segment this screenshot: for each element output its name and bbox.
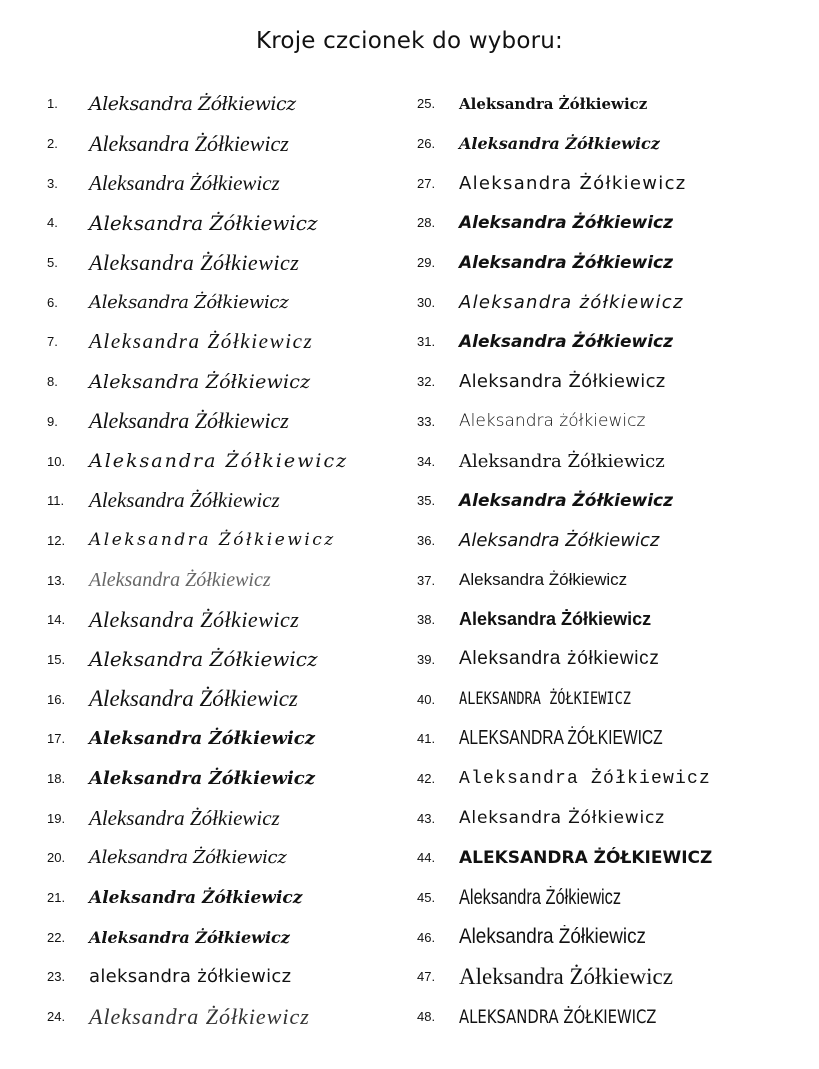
font-number: 47. — [417, 969, 436, 985]
font-sample: Aleksandra żółkiewicz — [459, 648, 660, 670]
font-sample: Aleksandra Żółkiewicz — [89, 1003, 310, 1029]
font-sample: Aleksandra Żółkiewicz — [89, 249, 300, 275]
font-number: 11. — [47, 493, 65, 509]
font-sample: ALEKSANDRA ŻÓŁKIEWICZ — [459, 727, 663, 750]
font-number: 34. — [417, 453, 436, 469]
font-number: 20. — [47, 850, 66, 866]
font-number: 24. — [47, 1009, 66, 1025]
font-number: 13. — [47, 572, 66, 588]
font-option[interactable] — [47, 600, 417, 640]
font-number: 5. — [47, 255, 58, 271]
font-sample: Aleksandra Żółkiewicz — [89, 647, 318, 672]
font-option[interactable] — [417, 719, 817, 759]
font-option[interactable] — [417, 362, 817, 402]
font-list-right — [417, 84, 817, 1037]
font-sample: ALEKSANDRA ŻÓŁKIEWICZ — [459, 689, 631, 710]
font-option[interactable] — [47, 203, 417, 243]
font-number: 35. — [417, 493, 436, 509]
font-sample: Aleksandra Żółkiewicz — [89, 450, 349, 473]
font-number: 25. — [417, 96, 436, 112]
font-sample: ALEKSANDRA ŻÓŁKIEWICZ — [459, 847, 713, 868]
font-option[interactable] — [417, 282, 817, 322]
font-number: 17. — [47, 731, 66, 747]
font-option[interactable] — [47, 163, 417, 203]
font-sample: Aleksandra Żółkiewicz — [459, 212, 674, 233]
font-sample: Aleksandra Żółkiewicz — [459, 808, 665, 829]
font-option[interactable] — [47, 917, 417, 957]
font-sample: Aleksandra Żółkiewicz — [459, 529, 660, 551]
font-option[interactable] — [417, 878, 817, 918]
font-number: 26. — [417, 136, 436, 152]
font-number: 29. — [417, 255, 436, 271]
font-option[interactable] — [417, 243, 817, 283]
font-option[interactable] — [47, 640, 417, 680]
font-option[interactable] — [47, 957, 417, 997]
font-number: 38. — [417, 612, 436, 628]
font-option[interactable] — [47, 798, 417, 838]
font-sample: Aleksandra Żółkiewicz — [459, 371, 666, 393]
font-sample: Aleksandra Żółkiewicz — [89, 847, 287, 869]
font-number: 7. — [47, 334, 58, 350]
font-number: 4. — [47, 215, 58, 231]
font-sample: Aleksandra Żółkiewicz — [89, 768, 315, 790]
font-number: 44. — [417, 850, 436, 866]
font-number: 15. — [47, 651, 66, 667]
font-sample: Aleksandra Żółkiewicz — [459, 885, 622, 909]
font-sample: Aleksandra Żółkiewicz — [459, 450, 665, 472]
font-number: 32. — [417, 374, 436, 390]
font-number: 46. — [417, 929, 436, 945]
font-number: 37. — [417, 572, 436, 588]
font-number: 6. — [47, 294, 58, 310]
font-number: 27. — [417, 175, 436, 191]
font-option[interactable] — [417, 997, 817, 1037]
font-option[interactable] — [417, 600, 817, 640]
font-option[interactable] — [47, 84, 417, 124]
font-sample: Aleksandra Żółkiewicz — [89, 130, 289, 156]
font-number: 33. — [417, 413, 436, 429]
font-sample: Aleksandra Żółkiewicz — [89, 488, 280, 513]
font-number: 31. — [417, 334, 436, 350]
font-option[interactable] — [47, 838, 417, 878]
font-number: 43. — [417, 810, 436, 826]
font-option[interactable] — [417, 322, 817, 362]
font-sample: aleksandra żółkiewicz — [89, 966, 292, 988]
font-number: 42. — [417, 771, 436, 787]
font-sample: Aleksandra Żółkiewicz — [89, 291, 289, 313]
font-option[interactable] — [47, 282, 417, 322]
font-option[interactable] — [47, 402, 417, 442]
font-sample: Aleksandra Żółkiewicz — [89, 530, 336, 551]
font-number: 16. — [47, 691, 66, 707]
font-sample: Aleksandra Żółkiewicz — [459, 925, 646, 949]
font-sample: Aleksandra Żółkiewicz — [89, 370, 311, 393]
font-sample: Aleksandra Żółkiewicz — [89, 606, 300, 632]
font-option[interactable] — [417, 84, 817, 124]
font-option[interactable] — [47, 878, 417, 918]
font-number: 10. — [47, 453, 66, 469]
font-number: 36. — [417, 532, 436, 548]
font-option[interactable] — [417, 917, 817, 957]
font-list-left — [47, 84, 417, 1037]
font-number: 9. — [47, 413, 58, 429]
font-sample: Aleksandra Żółkiewicz — [459, 963, 673, 989]
font-option[interactable] — [47, 679, 417, 719]
font-sample: Aleksandra Żółkiewicz — [459, 134, 660, 154]
font-number: 21. — [47, 890, 66, 906]
font-option[interactable] — [417, 957, 817, 997]
font-option[interactable] — [47, 560, 417, 600]
font-number: 3. — [47, 175, 58, 191]
font-number: 18. — [47, 771, 66, 787]
font-sample: Aleksandra Żółkiewicz — [89, 686, 298, 712]
font-number: 28. — [417, 215, 436, 231]
font-sample: Aleksandra Żółkiewicz — [89, 728, 315, 750]
font-option[interactable] — [417, 481, 817, 521]
font-sample: Aleksandra Żółkiewicz — [89, 329, 314, 354]
font-option[interactable] — [417, 679, 817, 719]
font-sample: Aleksandra Żółkiewicz — [89, 927, 290, 947]
font-option[interactable] — [47, 521, 417, 561]
font-number: 22. — [47, 929, 66, 945]
font-number: 19. — [47, 810, 66, 826]
font-option[interactable] — [47, 322, 417, 362]
font-sample: Aleksandra żółkiewicz — [459, 411, 646, 432]
font-sample: Aleksandra Żółkiewicz — [459, 768, 712, 789]
font-number: 1. — [47, 96, 58, 112]
font-sample: Aleksandra Żółkiewicz — [459, 490, 674, 511]
font-sample: Aleksandra Żółkiewicz — [459, 252, 674, 273]
font-number: 40. — [417, 691, 436, 707]
font-option[interactable] — [47, 759, 417, 799]
font-option[interactable] — [417, 798, 817, 838]
font-number: 14. — [47, 612, 66, 628]
font-option[interactable] — [417, 521, 817, 561]
font-number: 41. — [417, 731, 436, 747]
font-sample: Aleksandra Żółkiewicz — [459, 331, 674, 352]
font-option[interactable] — [417, 759, 817, 799]
font-option[interactable] — [47, 243, 417, 283]
font-option[interactable] — [47, 124, 417, 164]
font-option[interactable] — [417, 402, 817, 442]
font-sample: Aleksandra Żółkiewicz — [89, 92, 296, 115]
font-option[interactable] — [417, 838, 817, 878]
page-title: Kroje czcionek do wyboru: — [256, 28, 563, 54]
font-sample: Aleksandra Żółkiewicz — [459, 172, 687, 194]
font-option[interactable] — [47, 481, 417, 521]
font-sample: Aleksandra Żółkiewicz — [89, 210, 318, 235]
font-number: 45. — [417, 890, 436, 906]
font-sample: Aleksandra Żółkiewicz — [459, 94, 648, 113]
font-sample: Aleksandra Żółkiewicz — [89, 408, 289, 434]
font-option[interactable] — [417, 560, 817, 600]
font-number: 48. — [417, 1009, 436, 1025]
font-sample: ALEKSANDRA ŻÓŁKIEWICZ — [459, 1005, 657, 1028]
font-number: 12. — [47, 532, 66, 548]
font-number: 30. — [417, 294, 436, 310]
font-sample: Aleksandra żółkiewicz — [459, 291, 684, 313]
font-sample: Aleksandra Żółkiewicz — [89, 887, 303, 908]
font-option[interactable] — [417, 640, 817, 680]
font-sample: Aleksandra Żółkiewicz — [89, 568, 271, 591]
font-option[interactable] — [47, 362, 417, 402]
font-number: 8. — [47, 374, 58, 390]
font-number: 23. — [47, 969, 66, 985]
font-number: 39. — [417, 651, 436, 667]
font-sample: Aleksandra Żółkiewicz — [459, 570, 628, 590]
font-sample: Aleksandra Żółkiewicz — [459, 609, 652, 630]
font-option[interactable] — [417, 124, 817, 164]
font-sample: Aleksandra Żółkiewicz — [89, 170, 280, 195]
font-option[interactable] — [417, 441, 817, 481]
font-option[interactable] — [47, 997, 417, 1037]
font-option[interactable] — [417, 163, 817, 203]
font-sample: Aleksandra Żółkiewicz — [89, 805, 280, 830]
font-number: 2. — [47, 136, 58, 152]
font-option[interactable] — [47, 441, 417, 481]
font-option[interactable] — [47, 719, 417, 759]
font-option[interactable] — [417, 203, 817, 243]
